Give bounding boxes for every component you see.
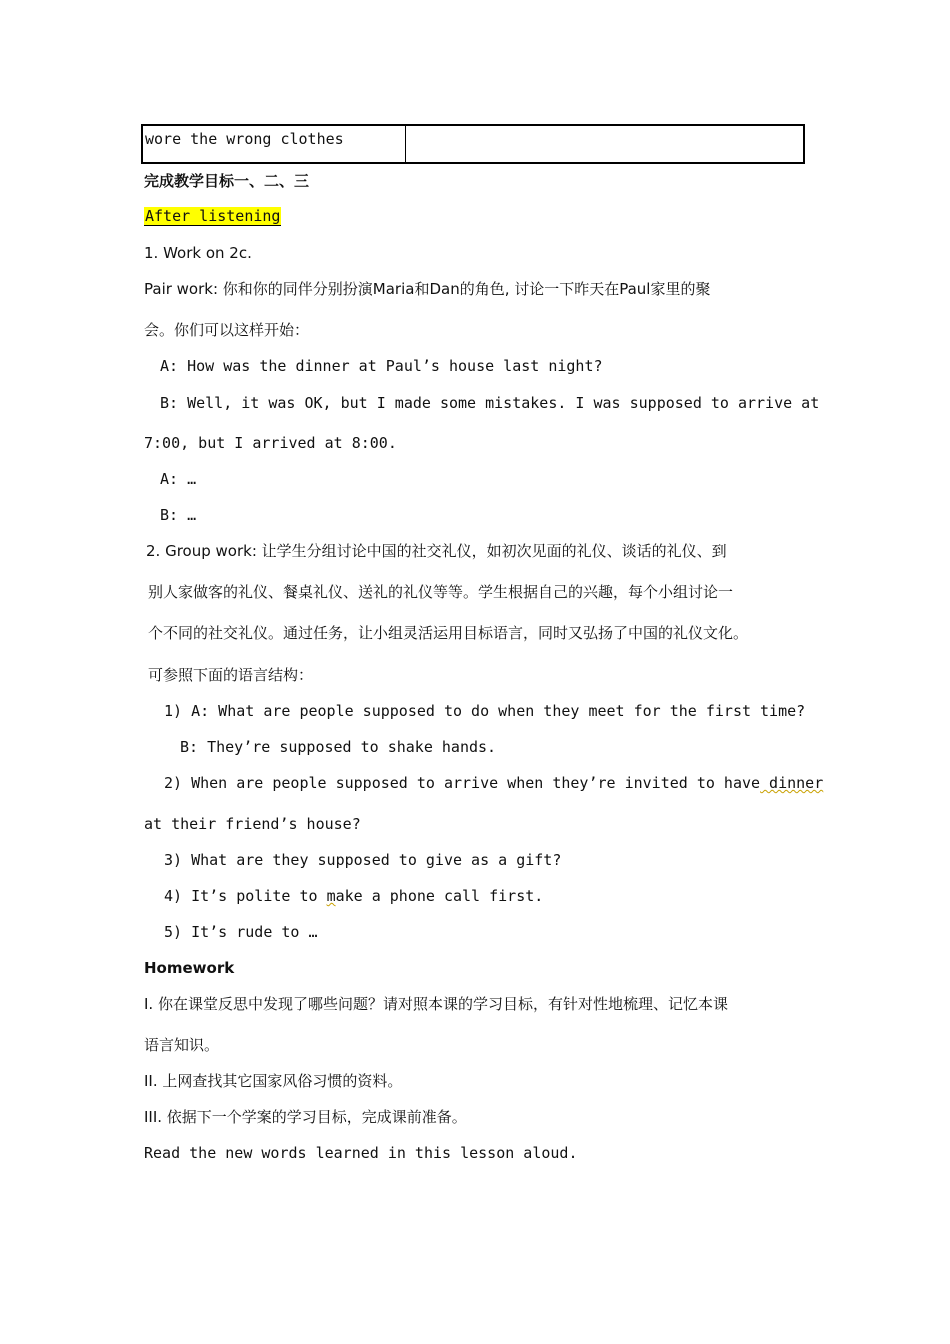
goal-heading: 完成教学目标一、二、三 [144,172,310,190]
after-listening-heading [144,206,281,226]
after-listening-label: After listening [145,207,281,225]
dialog-b1-cont: 7:00, but I arrived at 8:00. [144,434,397,452]
structure-2 [164,773,823,793]
structure-2-tail: dinner [760,774,824,792]
item1-title: 1. Work on 2c. [144,244,252,262]
homework-i-line2: 语言知识。 [144,1036,220,1054]
homework-i-line1: I. 你在课堂反思中发现了哪些问题？请对照本课的学习目标，有针对性地梳理、记忆本课 [144,995,728,1013]
dialog-b1: B: Well, it was OK, but I made some mistakes. I was supposed to arrive at [160,394,820,412]
structure-1b: B: They’re supposed to shake hands. [180,738,497,756]
table-cell-left: wore the wrong clothes [145,130,344,148]
structure-2-cont: at their friend’s house? [144,815,361,833]
dialog-a1: A: How was the dinner at Paul’s house last night? [160,357,603,375]
homework-read: Read the new words learned in this lesson aloud. [144,1144,578,1162]
homework-title: Homework [144,959,235,977]
group-work-line3: 个不同的社交礼仪。通过任务，让小组灵活运用目标语言，同时又弘扬了中国的礼仪文化。 [148,624,749,642]
group-work-line2: 别人家做客的礼仪、餐桌礼仪、送礼的礼仪等等。学生根据自己的兴趣，每个小组讨论一 [148,583,734,601]
homework-iii: III. 依据下一个学案的学习目标，完成课前准备。 [144,1108,467,1126]
structure-2-main: 2) When are people supposed to arrive when they’re invited to have [164,774,761,792]
table-divider [405,126,406,162]
dialog-b2: B: … [160,506,197,524]
structure-4-pre: 4) It’s polite to [164,887,327,905]
structure-4-mark: m [326,887,336,905]
homework-ii: II. 上网查找其它国家风俗习惯的资料。 [144,1072,403,1090]
structure-1a: 1) A: What are people supposed to do when they meet for the first time? [164,702,806,720]
dialog-a2: A: … [160,470,197,488]
group-work-line1: 2. Group work: 让学生分组讨论中国的社交礼仪，如初次见面的礼仪、谈话的礼仪、到 [146,542,727,560]
group-work-line4: 可参照下面的语言结构： [148,666,314,684]
pair-work-line2: 会。你们可以这样开始： [144,321,310,339]
table-row [141,124,805,164]
structure-4-post: ake a phone call first. [335,887,544,905]
structure-5: 5) It’s rude to … [164,923,318,941]
pair-work-line1: Pair work: 你和你的同伴分别扮演Maria和Dan的角色, 讨论一下昨天在Paul家里的聚 [144,280,711,298]
structure-4 [164,886,543,906]
structure-3: 3) What are they supposed to give as a gift? [164,851,562,869]
